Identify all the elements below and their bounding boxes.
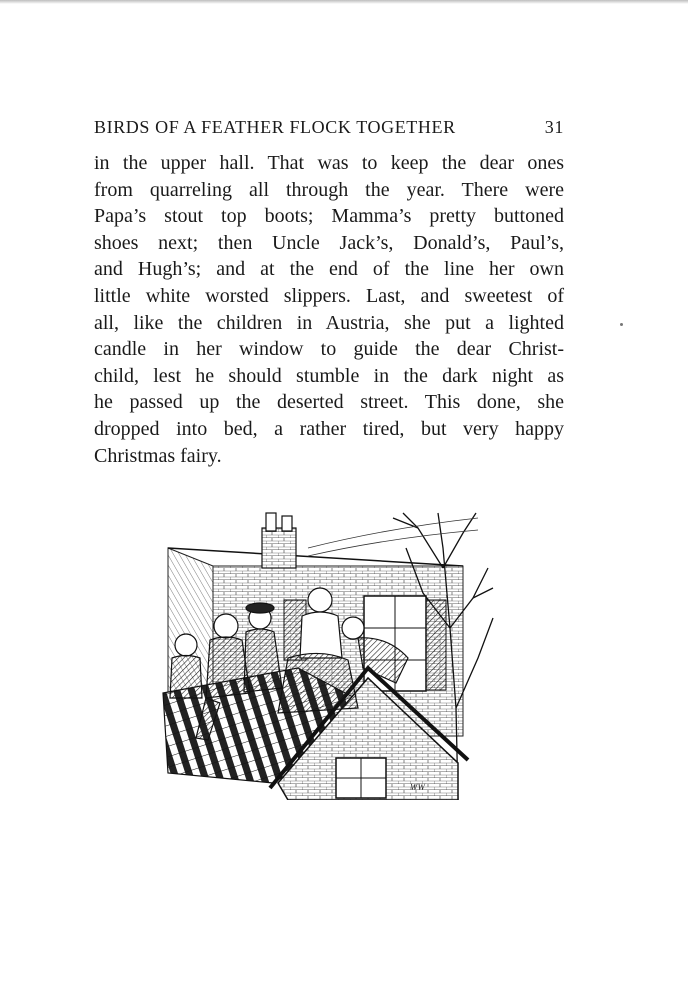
page-top-edge <box>0 0 688 4</box>
text-line: in the upper hall. That was to keep the dear ones <box>94 152 564 174</box>
text-line: dropped into bed, a rather tired, but very happy <box>94 417 564 440</box>
text-line: little white worsted slippers. Last, and sweetest of <box>94 284 564 307</box>
text-line: shoes next; then Uncle Jack’s, Donald’s, Paul’s, <box>94 231 564 254</box>
artist-monogram: WW <box>410 782 425 792</box>
running-title: BIRDS OF A FEATHER FLOCK TOGETHER <box>94 117 456 137</box>
text-line: he passed up the deserted street. This done, she <box>94 391 564 414</box>
text-line: Papa’s stout top boots; Mamma’s pretty buttoned <box>94 205 564 228</box>
page-number: 31 <box>544 117 564 137</box>
rooftop-children-engraving <box>158 508 498 800</box>
running-head <box>94 117 564 138</box>
text-line: all, like the children in Austria, she put a lighted <box>94 311 564 334</box>
body-paragraph <box>94 150 564 469</box>
ink-speck <box>620 323 623 326</box>
text-line: candle in her window to guide the dear Christ- <box>94 338 564 361</box>
text-line: child, lest he should stumble in the dark night as <box>94 364 564 387</box>
text-line: from quarreling all through the year. There were <box>94 178 564 201</box>
text-line: and Hugh’s; and at the end of the line her own <box>94 258 564 281</box>
text-line: Christmas fairy. <box>94 444 222 467</box>
